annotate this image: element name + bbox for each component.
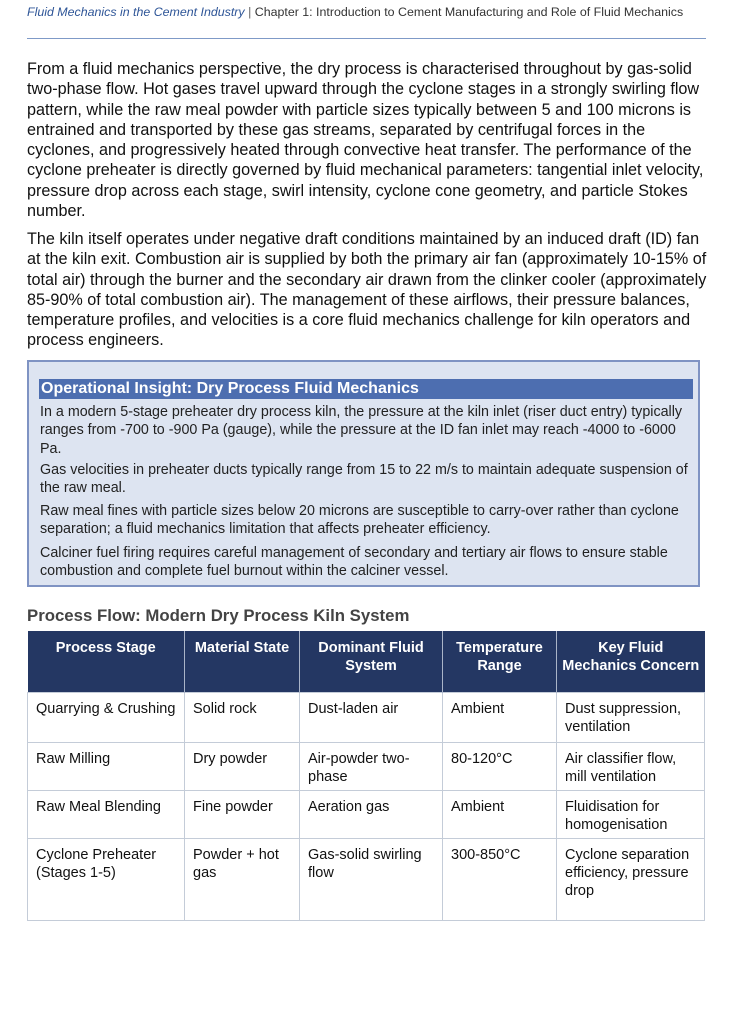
header-dominant-fluid-system: Dominant Fluid System (300, 631, 443, 692)
table-cell: Cyclone Preheater (Stages 1-5) (28, 838, 185, 920)
insight-box (27, 360, 700, 587)
table-cell: Fine powder (185, 790, 300, 838)
table-row (28, 742, 705, 790)
insight-item-4: Calciner fuel firing requires careful management of secondary and tertiary air flows to ensure stable combustion and complete fuel burnout within the calciner vessel. (40, 545, 668, 580)
insight-item-2: Gas velocities in preheater ducts typically range from 15 to 22 m/s to maintain adequate suspension of the raw meal. (40, 462, 688, 497)
table-cell: Fluidisation for homogenisation (557, 790, 705, 838)
table-row (28, 692, 705, 742)
page-header (27, 5, 707, 20)
book-title: Fluid Mechanics in the Cement Industry (27, 5, 245, 19)
table-cell: 300-850°C (443, 838, 557, 920)
body-paragraph-2: The kiln itself operates under negative draft conditions maintained by an induced draft (ID) fan at the kiln exit. Combustion air is supplied by both the primary air fan (approximately 10-15% of total air) through the burner and the secondary air drawn from the clinker cooler (approximately 85-90% of total combustion air). The management of these airflows, their pressure balances, temperature profiles, and velocities is a core fluid mechanics challenge for kiln operators and process engineers. (27, 230, 707, 350)
header-rule (27, 38, 706, 39)
table-cell: Dry powder (185, 742, 300, 790)
insight-title: Operational Insight: Dry Process Fluid Mechanics (39, 379, 693, 399)
table-cell: Raw Milling (28, 742, 185, 790)
insight-item-1: In a modern 5-stage preheater dry process kiln, the pressure at the kiln inlet (riser duct entry) typically ranges from -700 to -900 Pa (gauge), while the pressure at the ID fan inlet may reach -4000 to -6000 Pa. (40, 404, 683, 457)
table-cell: Aeration gas (300, 790, 443, 838)
table-cell: Dust suppression, ventilation (557, 692, 705, 742)
table-cell: Powder + hot gas (185, 838, 300, 920)
header-key-concern: Key Fluid Mechanics Concern (557, 631, 705, 692)
table-row (28, 790, 705, 838)
header-material-state: Material State (185, 631, 300, 692)
table-row (28, 838, 705, 920)
table-cell: Dust-laden air (300, 692, 443, 742)
table-cell: Cyclone separation efficiency, pressure drop (557, 838, 705, 920)
chapter-title: Chapter 1: Introduction to Cement Manufacturing and Role of Fluid Mechanics (254, 5, 684, 19)
table-title: Process Flow: Modern Dry Process Kiln System (27, 606, 410, 625)
table-cell: Gas-solid swirling flow (300, 838, 443, 920)
table-cell: 80-120°C (443, 742, 557, 790)
table-cell: Raw Meal Blending (28, 790, 185, 838)
table-cell: Ambient (443, 790, 557, 838)
table-cell: Solid rock (185, 692, 300, 742)
table-cell: Quarrying & Crushing (28, 692, 185, 742)
header-separator: | (248, 5, 252, 19)
table-header-row (28, 631, 705, 692)
table-cell: Air classifier flow, mill ventilation (557, 742, 705, 790)
insight-item-3: Raw meal fines with particle sizes below 20 microns are susceptible to carry-over rather than cyclone separation; a fluid mechanics limitation that affects preheater efficiency. (40, 503, 679, 538)
process-flow-table (27, 631, 705, 921)
header-temperature-range: Temperature Range (443, 631, 557, 692)
body-paragraph-1: From a fluid mechanics perspective, the dry process is characterised throughout by gas-solid two-phase flow. Hot gases travel upward through the cyclone stages in a strongly swirling flow pattern, while the raw meal powder with particle sizes typically between 5 and 100 microns is entrained and transported by these gas streams, separated by centrifugal forces in the cyclones, and progressively heated through convective heat transfer. The performance of the cyclone preheater is directly governed by fluid mechanical parameters: tangential inlet velocity, pressure drop across each stage, swirl intensity, cyclone cone geometry, and particle Stokes number. (27, 60, 704, 221)
table-cell: Air-powder two-phase (300, 742, 443, 790)
table-cell: Ambient (443, 692, 557, 742)
header-process-stage: Process Stage (28, 631, 185, 692)
